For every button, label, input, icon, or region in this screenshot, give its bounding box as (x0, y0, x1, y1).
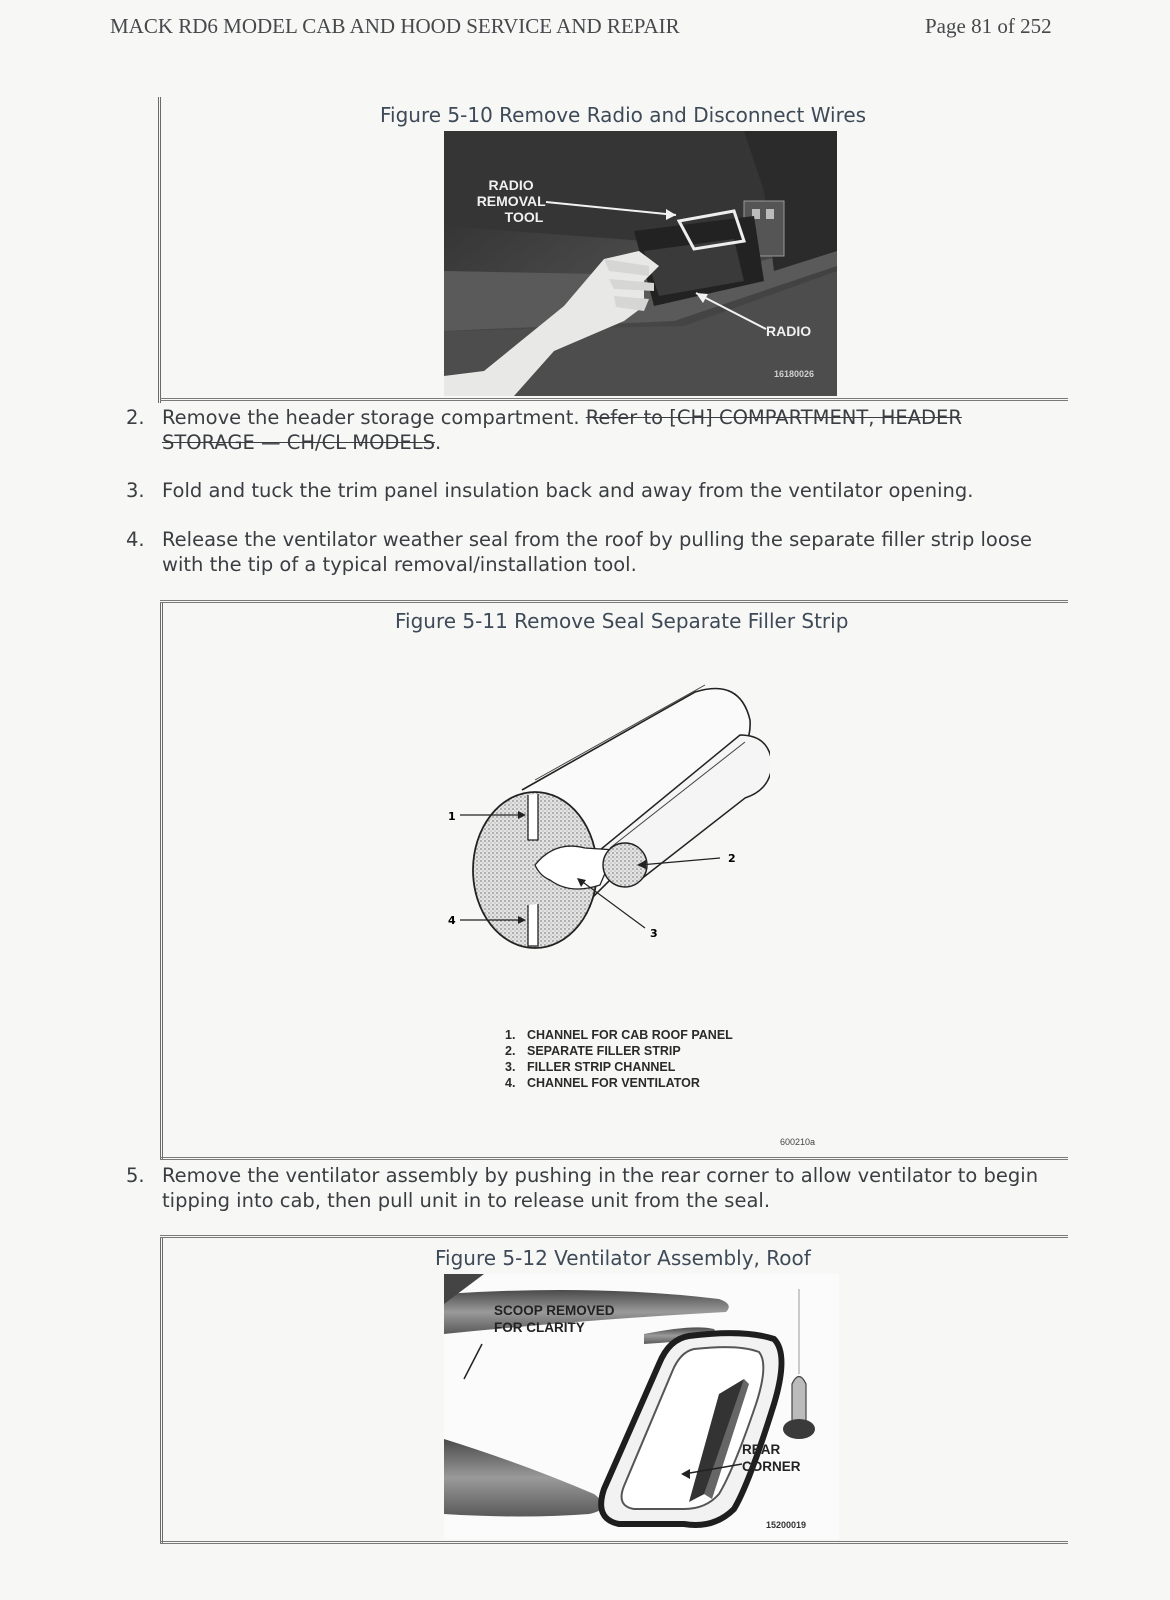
callout-2: 2 (728, 852, 736, 865)
ventilator-assembly-photo (444, 1274, 839, 1539)
label-rear-corner: REAR CORNER (742, 1442, 801, 1474)
label-scoop-removed: SCOOP REMOVED FOR CLARITY (494, 1303, 615, 1335)
legend-item: 1. CHANNEL FOR CAB ROOF PANEL (505, 1028, 733, 1042)
label-radio: RADIO (766, 323, 812, 339)
step-text: Fold and tuck the trim panel insulation back and away from the ventilator opening. (162, 479, 974, 502)
figure-caption: Figure 5-10 Remove Radio and Disconnect Wires (380, 103, 867, 127)
figure-code: 16180026 (774, 369, 815, 379)
step-number: 4. (126, 528, 145, 551)
callout-4: 4 (448, 914, 456, 927)
step-punctuation: . (435, 431, 442, 454)
page-number: Page 81 of 252 (925, 14, 1052, 38)
legend-item: 3. FILLER STRIP CHANNEL (505, 1060, 676, 1074)
label-radio-removal-tool: RADIO REMOVAL TOOL (476, 177, 546, 225)
step-text: Remove the ventilator assembly by pushing in the rear corner to allow ventilator to begin tipping into cab, then pull unit in to release unit from the seal. (162, 1164, 1039, 1212)
step-number: 3. (126, 479, 145, 502)
figure-code: 15200019 (766, 1520, 807, 1530)
step-number: 2. (126, 406, 145, 429)
document-title: MACK RD6 MODEL CAB AND HOOD SERVICE AND REPAIR (110, 14, 680, 38)
figure-caption: Figure 5-12 Ventilator Assembly, Roof (435, 1246, 811, 1270)
seal-cross-section-diagram (440, 680, 770, 980)
figure-code: 600210a (780, 1137, 816, 1147)
struck-reference: Refer to [CH] COMPARTMENT, HEADER (585, 406, 962, 429)
figure-caption: Figure 5-11 Remove Seal Separate Filler Strip (395, 609, 849, 633)
legend-item: 4. CHANNEL FOR VENTILATOR (505, 1076, 700, 1090)
step-text: Release the ventilator weather seal from the roof by pulling the separate filler strip loose with the tip of a typical removal/installation tool. (162, 528, 1032, 576)
callout-3: 3 (650, 927, 658, 940)
figure-legend (505, 1027, 733, 1091)
step-text: Remove the header storage compartment. (162, 406, 580, 429)
struck-reference-cont: STORAGE — CH/CL MODELS (162, 431, 435, 454)
radio-removal-photo (444, 131, 837, 396)
legend-item: 2. SEPARATE FILLER STRIP (505, 1044, 681, 1058)
step-number: 5. (126, 1164, 145, 1187)
callout-1: 1 (448, 810, 456, 823)
